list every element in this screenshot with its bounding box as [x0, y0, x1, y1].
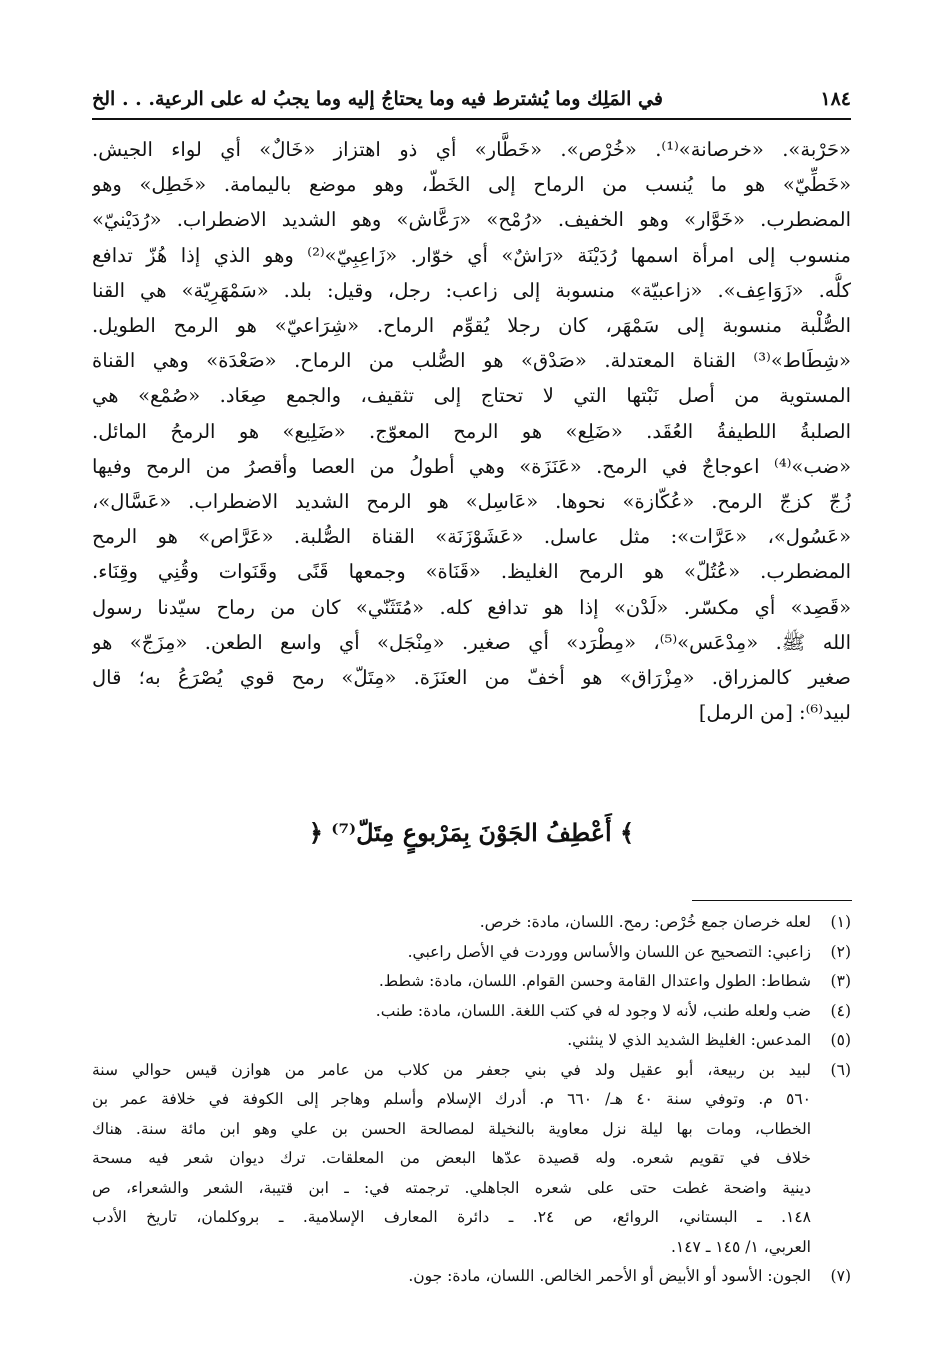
footnote-4 [92, 997, 851, 1027]
footnote-text: العربي، ١/ ١٤٥ ـ ١٤٧. [670, 1237, 811, 1256]
footnote-text: شطاط: الطول واعتدال القامة وحسن القوام. اللسان، مادة: شطط. [378, 972, 811, 990]
footnote-number: (٤) [830, 1001, 851, 1020]
footnote-text: خلاف في تقويم شعره. وله قصيدة عدّها البعض من المعلقات. ترك ديوان شعر فيه مسحة [92, 1149, 811, 1167]
footnote-text: الخطاب، ومات بها ليلة نزل معاوية بالنخيلة لمصالحة الحسن بن علي وهو ابن مائة سنة. هناك [92, 1119, 811, 1138]
text-line: الصلبةُ اللطيفةُ العُقَد. «ضَلِع» هو الرمح المعوّج. «ضَلِيع» هو الرمحُ المائل. [92, 419, 851, 443]
text-line: المستوية من أصل نَبْتها التي لا تحتاج إلى تثقيف، والجمع صِعَاد. «صُمْع» هي [92, 384, 851, 408]
running-title: في المَلِك وما يُشترط فيه وما يحتاجُ إليه وما يجبُ له على الرعية. . . الخ [92, 88, 663, 110]
text-line: الله ﷺ. «مِدْعَس»⁽⁵⁾، «مِطْرَد» أي صغير. «مِنْجَل» أي واسع الطعن. «مِزَجّ» هو [92, 630, 851, 654]
footnote-number: (٢) [830, 942, 851, 961]
footnote-7 [92, 1262, 851, 1292]
footnote-rule [692, 900, 852, 901]
footnote-5 [92, 1026, 851, 1056]
text-line: منسوب إلى امرأة اسمها رُدَيْنَة «رَاشٌ» أي خوّار. «زَاعِبِيّ»⁽²⁾ وهو الذي إذا هُزّ تدافع [92, 243, 851, 267]
main-text [92, 132, 851, 730]
footnote-text: الجون: الأسود أو الأبيض أو الأحمر الخالص. اللسان، مادة: جون. [408, 1267, 811, 1285]
poetry-verse: ﴾ أَعْطِفُ الجَوْنَ بِمَرْبوعٍ مِتَلّ⁽⁷⁾ ﴿ [308, 818, 635, 847]
text-line: الصُّلْبة منسوبة إلى سَمْهَر، كان رجلا يُقوِّم الرماح. «شِرَاعيّ» هو الرمح الطويل. [92, 314, 851, 338]
footnote-text: لعله خرصان جمع خُرْص: رمح. اللسان، مادة: خرص. [479, 913, 811, 931]
footnote-text: ٥٦٠ م. وتوفي سنة ٤٠ هـ/ ٦٦٠ م. أدرك الإسلام وأسلم وهاجر إلى الكوفة في خلافة عمر بن [92, 1090, 811, 1108]
footnote-number: (٣) [830, 972, 851, 990]
text-line: «شِطَاط»⁽³⁾ القناة المعتدلة. «صَدْق» هو الصُّلب من الرماح. «صَعْدَة» وهي القناة [92, 349, 851, 373]
footnote-text: لبيد بن ربيعة، أبو عقيل ولد في بني جعفر من كلاب من عامر من هوازن قيس حوالي سنة [92, 1060, 811, 1079]
text-line: «ضب»⁽⁴⁾ اعوجاجٌ في الرمح. «عَنَزَة» وهي أطولُ من العصا وأقصرُ من الرمح وفيها [92, 454, 851, 478]
footnote-number: (١) [830, 913, 851, 931]
text-line: «قَصِد» أي مكسّر. «لَدْن» إذا هو تدافع كله. «مُتَثَنّي» كان من رماح سيّدنا رسول [92, 595, 851, 619]
text-line: صغير كالمزراق. «مِزْرَاق» هو أخفّ من العنَزَة. «مِتَلّ» رمح قوي يُصْرَعُ به؛ قال [92, 666, 851, 690]
footnote-1 [92, 908, 851, 938]
footnote-6 [92, 1056, 851, 1263]
text-line-last: لبيد⁽⁶⁾: [من الرمل] [698, 701, 851, 725]
text-line: زُجّ كزجّ الرمح. «عُكّازة» نحوها. «عَاسِل» هو الرمح الشديد الاضطراب. «عَسَّال»، [92, 490, 851, 514]
text-line: المضطرب. «عُتُلّ» هو الرمح الغليظ. «قَنَاة» وجمعها قَنًى وقَنَوات وقُنِي وقِنَاء. [92, 560, 851, 584]
footnote-text: دينية واضحة غطت حتى على شعره الجاهلي. ترجمته في: ـ ابن قتيبة، الشعر والشعراء، ص [92, 1178, 811, 1197]
text-line: «خَطِّيّ» هو ما يُنسب من الرماح إلى الخَطّ، وهو موضع باليمامة. «خَطِل» وهو [92, 173, 851, 197]
text-line: «حَرْبة». «خرصانة»⁽¹⁾. «خُرْص». «خَطَّار» أي ذو اهتزاز «خَالٌ» أي لواء الجيش. [92, 138, 851, 161]
footnote-number: (٦) [830, 1060, 851, 1079]
text-line: المضطرب. «خَوَّار» وهو الخفيف. «رُمْح» «رَعَّاش» وهو الشديد الاضطراب. «رُدَيْنيّ» [92, 208, 851, 232]
header-rule [92, 118, 851, 120]
footnote-2 [92, 938, 851, 968]
footnote-text: زاعبي: التصحيح عن اللسان والأساس ووردت في الأصل راعبي. [407, 942, 811, 961]
footnote-number: (٧) [830, 1267, 851, 1285]
text-line: «عَسُول»، «عَرَّات»: مثل عاسل. «عَشَوْزَنَة» القناة الصُّلبة. «عَرَّاص» هو الرمح [92, 525, 851, 549]
text-line: كلُّه. «زَوَاعِف». «زاعبيّة» منسوبة إلى زاعب: رجل، وقيل: بلد. «سَمْهَرِيّة» هي القنا [92, 278, 851, 302]
footnote-text: المدعس: الغليظ الشديد الذي لا ينثني. [567, 1031, 811, 1049]
page-header [92, 82, 851, 116]
footnote-number: (٥) [830, 1031, 851, 1049]
footnote-text: ١٤٨. ـ البستاني، الروائع، ص ٢٤. ـ دائرة المعارف الإسلامية. ـ بروكلمان، تاريخ الأدب [92, 1208, 811, 1226]
footnote-3 [92, 967, 851, 997]
footnote-text: ضب ولعله طنب، لأنه لا وجود له في كتب اللغة. اللسان، مادة: طنب. [375, 1001, 811, 1020]
page-number: ١٨٤ [820, 88, 851, 110]
footnotes [92, 908, 851, 1292]
